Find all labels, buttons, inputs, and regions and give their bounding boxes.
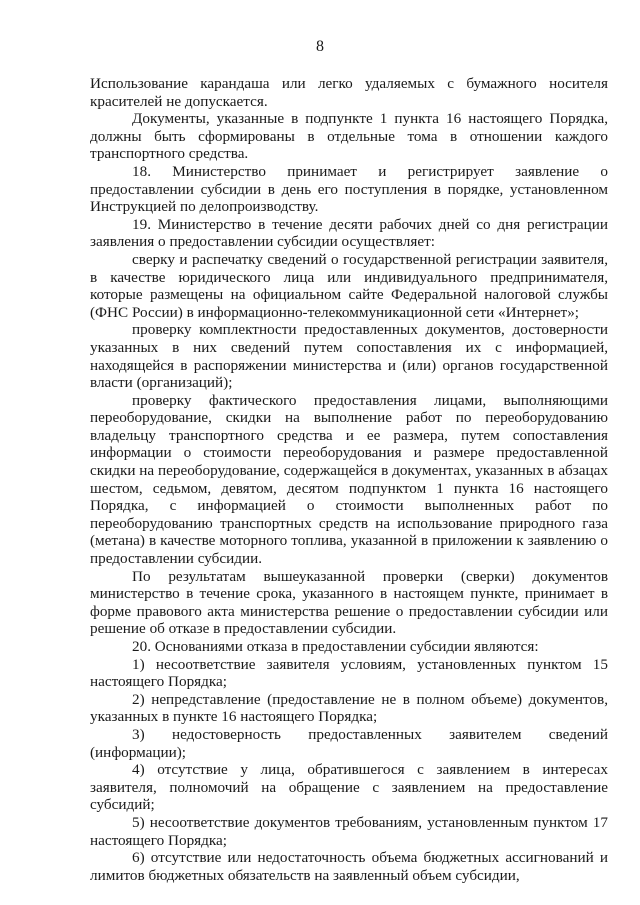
paragraph-volumes: Документы, указанные в подпункте 1 пункта 16 настоящего Порядка, должны быть сформированы в отдельные тома в отношении каждого транспортного средства.: [90, 110, 608, 163]
list-item-4: 4) отсутствие у лица, обратившегося с заявлением в интересах заявителя, полномочий на обращение с заявлением на предоставление субсидий;: [90, 761, 608, 814]
page-number: 8: [316, 38, 324, 55]
paragraph-18: 18. Министерство принимает и регистрирует заявление о предоставлении субсидии в день его поступления в порядке, установленном Инструкцией по делопроизводству.: [90, 162, 608, 216]
paragraph-pencil-note: Использование карандаша или легко удаляемых с бумажного носителя красителей не допускается.: [90, 75, 608, 110]
list-item-6: 6) отсутствие или недостаточность объема бюджетных ассигнований и лимитов бюджетных обязательств на заявленный объем субсидии,: [90, 849, 608, 884]
list-item-5: 5) несоответствие документов требованиям, установленным пунктом 17 настоящего Порядка;: [90, 813, 608, 849]
list-item-3: 3) недостоверность предоставленных заявителем сведений (информации);: [90, 725, 608, 761]
paragraph-19-decision: По результатам вышеуказанной проверки (сверки) документов министерство в течение срока, указанного в настоящем пункте, принимает в форме правового акта министерства решение о предоставлении субсидии или решение об отказе в предоставлении субсидии.: [90, 567, 608, 638]
list-item-1: 1) несоответствие заявителя условиям, установленных пунктом 15 настоящего Порядка;: [90, 655, 608, 691]
paragraph-20: 20. Основаниями отказа в предоставлении субсидии являются:: [132, 638, 539, 655]
document-body: [90, 75, 608, 884]
paragraph-19-check-completeness: проверку комплектности предоставленных документов, достоверности указанных в них сведений путем сопоставления их с информацией, находящейся в распоряжении министерства и (или) органов государственной власти (организаций);: [90, 321, 608, 392]
list-item-2: 2) непредставление (предоставление не в полном объеме) документов, указанных в пункте 16 настоящего Порядка;: [90, 690, 608, 726]
paragraph-19-check-discount: проверку фактического предоставления лицами, выполняющими переоборудование, скидки на выполнение работ по переоборудованию владельцу транспортного средства и ее размера, путем сопоставления информации о стоимости переоборудования и размере предоставленной скидки на переоборудование, содержащейся в документах, указанных в абзацах шестом, седьмом, девятом, десятом подпунктом 1 пункта 16 настоящего Порядка, с информацией о стоимости выполненных работ по переоборудованию транспортных средств на использование природного газа (метана) в качестве моторного топлива, указанной в приложении к заявлению о предоставлении субсидии.: [90, 391, 608, 568]
paragraph-19-check-registration: сверку и распечатку сведений о государственной регистрации заявителя, в качестве юридического лица или индивидуального предпринимателя, которые размещены на официальном сайте Федеральной налоговой службы (ФНС России) в информационно-телекоммуникационной сети «Интернет»;: [90, 250, 608, 321]
paragraph-19: 19. Министерство в течение десяти рабочих дней со дня регистрации заявления о предоставлении субсидии осуществляет:: [90, 215, 608, 251]
